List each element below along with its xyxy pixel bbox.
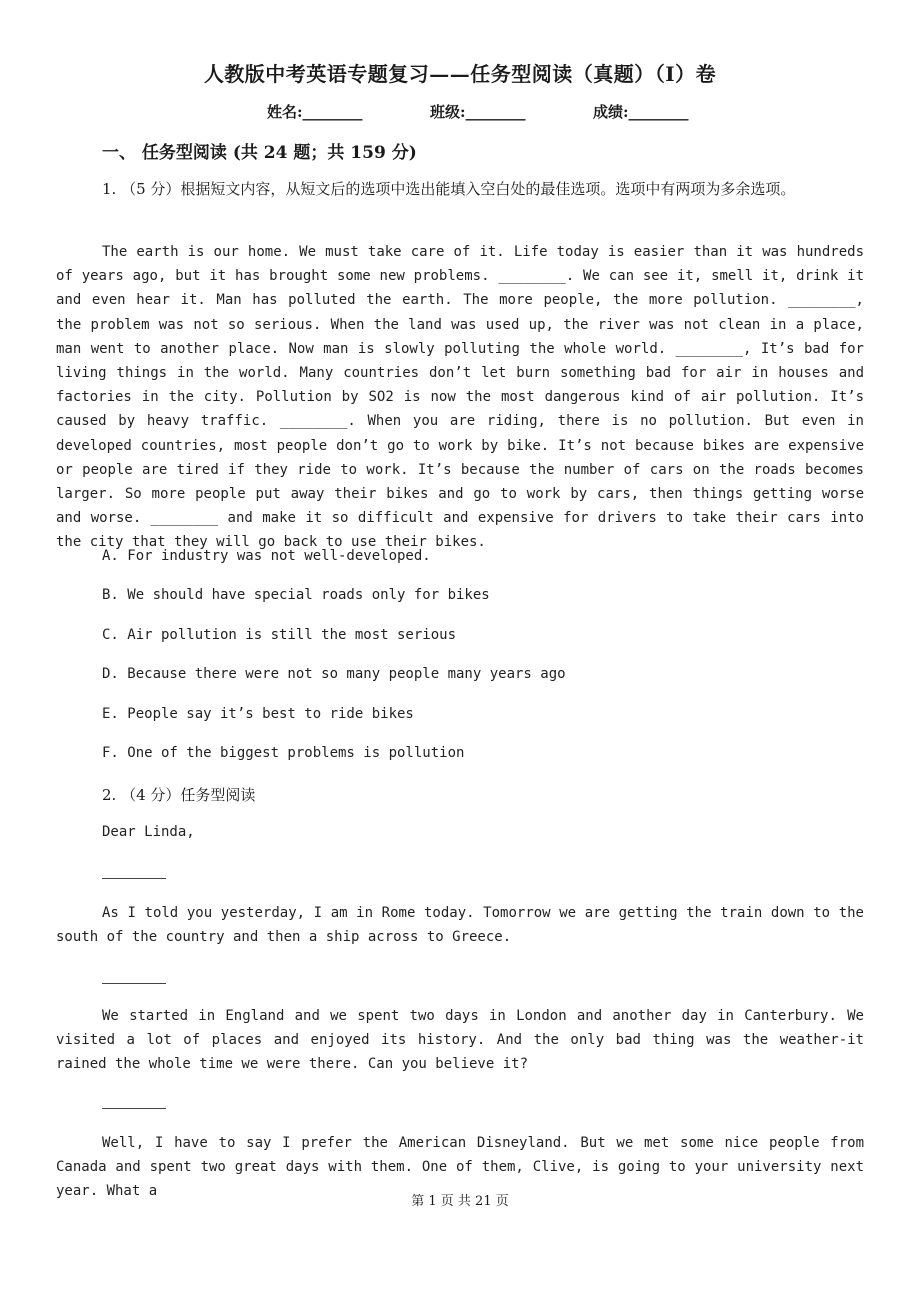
page-footer: 第 1 页 共 21 页: [411, 1194, 509, 1209]
option-a: A. For industry was not well-developed.: [102, 548, 431, 564]
answer-blank-3: [102, 1108, 166, 1109]
letter-paragraph-1: [56, 901, 864, 949]
option-e: E. People say it’s best to ride bikes: [102, 706, 414, 722]
option-b: B. We should have special roads only for bikes: [102, 587, 490, 603]
option-f: F. One of the biggest problems is pollution: [102, 745, 465, 761]
question-1-passage: [56, 240, 864, 555]
letter-paragraph-2: [56, 1004, 864, 1077]
answer-blank-2: [102, 983, 166, 984]
score-field-label: 成绩:________: [593, 103, 689, 121]
question-1-passage-text: The earth is our home. We must take care of it. Life today is easier than it was hundreds of years ago, but it has brought some new problems. ________. We can see it, smell it, drink it and even hear it. Man has polluted the earth. The more people, the more pollution. ________, the problem was not so serious. When the land was used up, the river was not clean in a place, man went to another place. Now man is slowly polluting the whole world. ________, It’s bad for living things in the world. Many countries don’t let burn something bad for air in houses and factories in the city. Pollution by SO2 is now the most dangerous kind of air pollution. It’s caused by heavy traffic. ________. When you are riding, there is no pollution. But even in developed countries, most people don’t go to work by bike. It’s not because bikes are expensive or people are tired if they ride to work. It’s because the number of cars on the roads becomes larger. So more people put away their bikes and go to work by cars, then things getting worse and worse. ________ and make it so difficult and expensive for drivers to take their cars into the city that they will go back to use their bikes.: [56, 244, 864, 551]
option-c: C. Air pollution is still the most serious: [102, 627, 457, 643]
answer-blank-1: [102, 878, 166, 879]
section-title: 一、 任务型阅读 (共 24 题；共 159 分): [102, 143, 417, 163]
class-field-label: 班级:________: [430, 103, 526, 121]
option-d: D. Because there were not so many people many years ago: [102, 666, 566, 682]
letter-paragraph-2-text: We started in England and we spent two days in London and another day in Canterbury. We visited a lot of places and enjoyed its history. And the only bad thing was the weather-it rained the whole time we were there. Can you believe it?: [56, 1008, 864, 1073]
letter-paragraph-3-text: Well, I have to say I prefer the American Disneyland. But we met some nice people from Canada and spent two great days with them. One of them, Clive, is going to your university next year. What a: [56, 1135, 864, 1200]
document-title: 人教版中考英语专题复习——任务型阅读（真题）（I）卷: [203, 62, 717, 86]
letter-paragraph-1-text: As I told you yesterday, I am in Rome today. Tomorrow we are getting the train down to the south of the country and then a ship across to Greece.: [56, 905, 864, 946]
question-2-header: 2. （4 分）任务型阅读: [102, 786, 256, 804]
name-field-label: 姓名:________: [267, 103, 363, 121]
letter-greeting: Dear Linda,: [102, 824, 195, 840]
question-1-header: 1. （5 分）根据短文内容，从短文后的选项中选出能填入空白处的最佳选项。选项中有两项为多余选项。: [102, 180, 796, 198]
